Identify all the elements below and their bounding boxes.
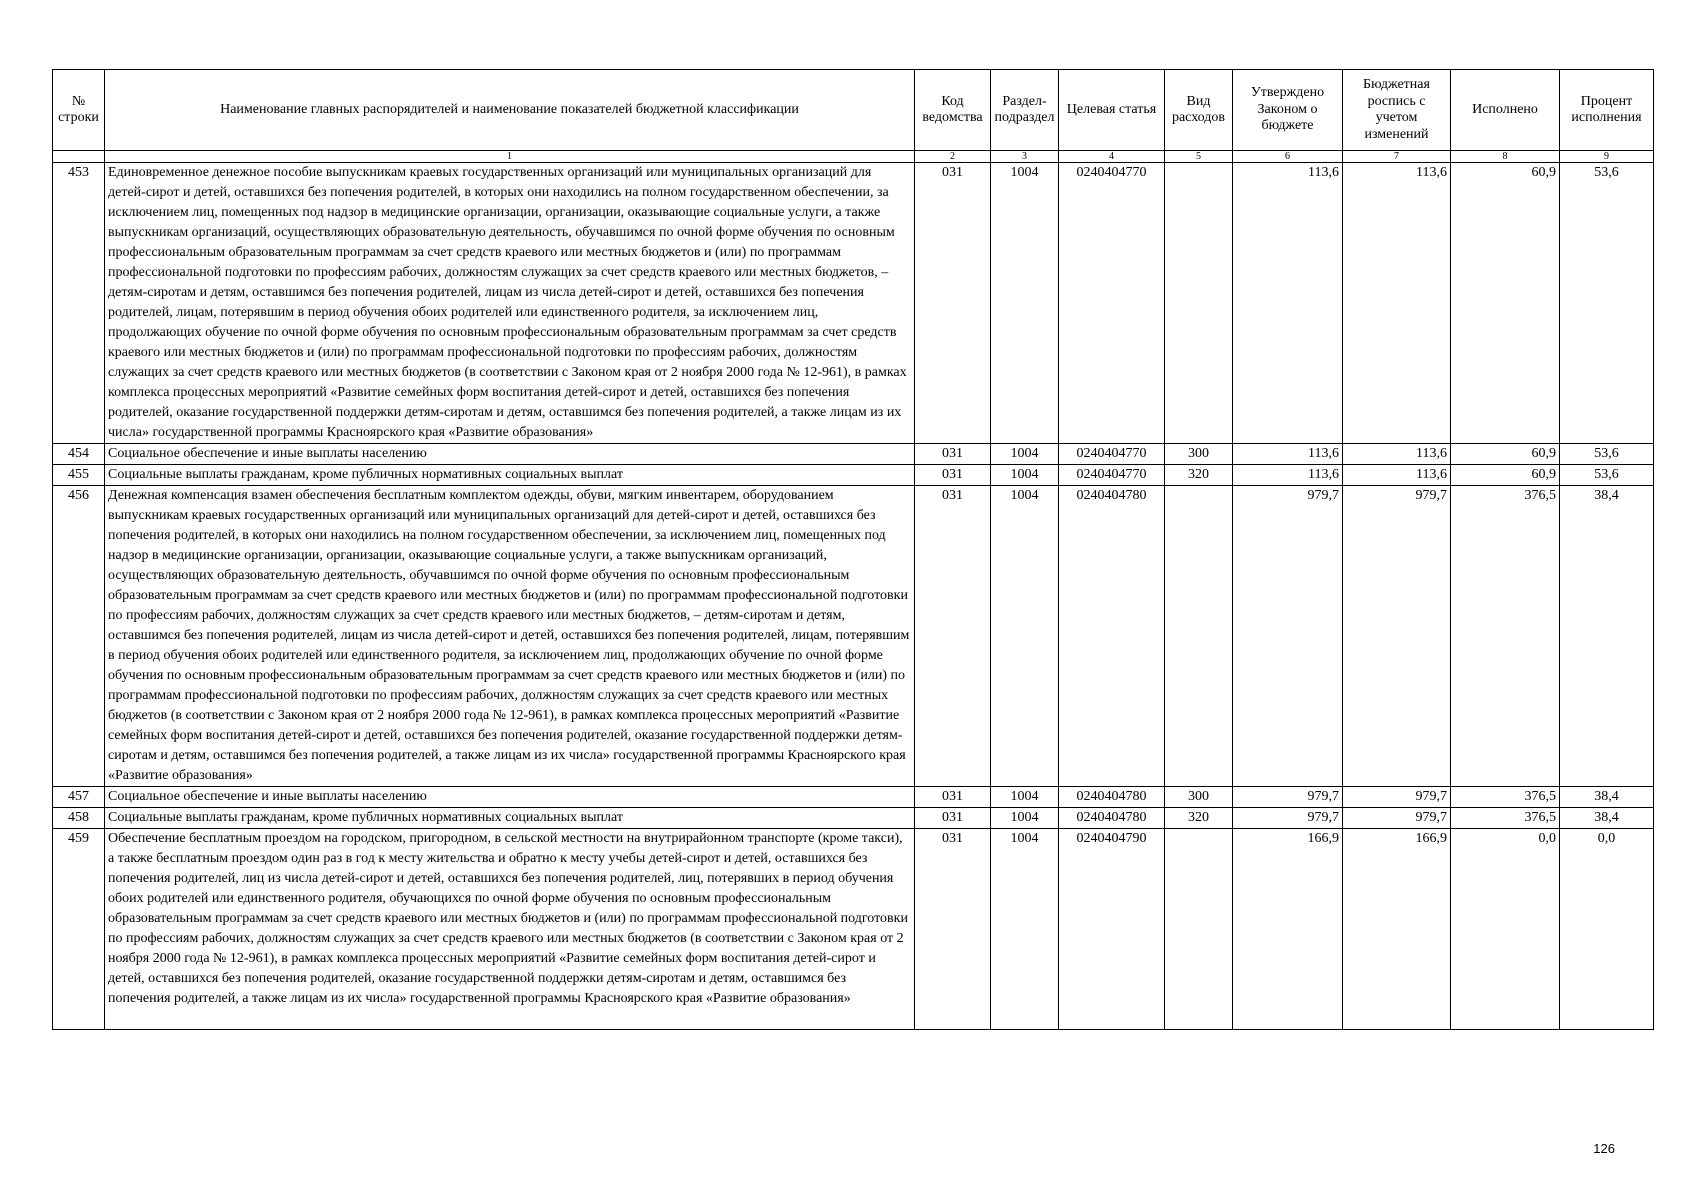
row-exp-type: 320 [1165, 465, 1233, 486]
row-target: 0240404770 [1059, 444, 1165, 465]
row-target: 0240404770 [1059, 465, 1165, 486]
row-approved: 979,7 [1233, 787, 1343, 808]
row-revised: 166,9 [1343, 829, 1451, 1030]
row-name: Единовременное денежное пособие выпускникам краевых государственных организаций или муниципальных организаций для детей-сирот и детей, оставшихся без попечения родителей, в которых они находились на полном государственном обеспечении, за исключением лиц, помещенных под надзор в медицинские организации, организации, оказывающие социальные услуги, а также выпускникам организаций, осуществляющих образовательную деятельность, обучавшимся по очной форме обучения по основным профессиональным образовательным программам за счет средств краевого или местных бюджетов и (или) по программам профессиональной подготовки по профессиям рабочих, должностям служащих за счет средств краевого или местных бюджетов, – детям-сиротам и детям, оставшимся без попечения родителей, лицам из числа детей-сирот и детей, оставшихся без попечения родителей, лицам, потерявшим в период обучения обоих родителей или единственного родителя, за исключением лиц, продолжающих обучение по очной форме обучения по основным профессиональным образовательным программам за счет средств краевого или местных бюджетов и (или) по программам профессиональной подготовки по профессиям рабочих, должностям служащих за счет средств краевого или местных бюджетов (в соответствии с Законом края от 2 ноября 2000 года № 12-961), в рамках комплекса процессных мероприятий «Развитие семейных форм воспитания детей-сирот и детей, оставшихся без попечения родителей, оказание государственной поддержки детям-сиротам и детям, оставшимся без попечения родителей, а также лицам из их числа» государственной программы Красноярского края «Развитие образования» [105, 163, 915, 444]
row-executed: 376,5 [1451, 787, 1560, 808]
row-dept-code: 031 [915, 444, 991, 465]
row-exp-type: 300 [1165, 787, 1233, 808]
column-number-row [53, 151, 1654, 163]
row-percent: 53,6 [1560, 444, 1654, 465]
header-exp-type: Вид расходов [1165, 70, 1233, 151]
row-name: Денежная компенсация взамен обеспечения бесплатным комплектом одежды, обуви, мягким инвентарем, оборудованием выпускникам краевых государственных организаций или муниципальных организаций для детей-сирот и детей, оставшихся без попечения родителей, в которых они находились на полном государственном обеспечении, за исключением лиц, помещенных под надзор в медицинские организации, организации, оказывающие социальные услуги, а также выпускникам организаций, осуществляющих образовательную деятельность, обучавшимся по очной форме обучения по основным профессиональным образовательным программам за счет средств краевого или местных бюджетов и (или) по программам профессиональной подготовки по профессиям рабочих, должностям служащих за счет средств краевого или местных бюджетов, – детям-сиротам и детям, оставшимся без попечения родителей, лицам из числа детей-сирот и детей, оставшихся без попечения родителей, лицам, потерявшим в период обучения обоих родителей или единственного родителя, за исключением лиц, продолжающих обучение по очной форме обучения по основным профессиональным образовательным программам за счет средств краевого или местных бюджетов и (или) по программам профессиональной подготовки по профессиям рабочих, должностям служащих за счет средств краевого или местных бюджетов (в соответствии с Законом края от 2 ноября 2000 года № 12-961), в рамках комплекса процессных мероприятий «Развитие семейных форм воспитания детей-сирот и детей, оставшихся без попечения родителей, оказание государственной поддержки детям-сиротам и детям, оставшимся без попечения родителей, а также лицам из их числа» государственной программы Красноярского края «Развитие образования» [105, 486, 915, 787]
row-percent: 38,4 [1560, 787, 1654, 808]
row-approved: 113,6 [1233, 163, 1343, 444]
row-approved: 166,9 [1233, 829, 1343, 1030]
row-revised: 979,7 [1343, 486, 1451, 787]
table-row [53, 163, 1654, 444]
row-approved: 113,6 [1233, 465, 1343, 486]
row-approved: 113,6 [1233, 444, 1343, 465]
table-row [53, 444, 1654, 465]
column-number: 6 [1233, 151, 1343, 163]
row-executed: 376,5 [1451, 808, 1560, 829]
row-revised: 113,6 [1343, 163, 1451, 444]
row-section: 1004 [991, 486, 1059, 787]
row-percent: 0,0 [1560, 829, 1654, 1030]
column-number: 8 [1451, 151, 1560, 163]
row-name: Социальное обеспечение и иные выплаты населению [105, 787, 915, 808]
row-number: 457 [53, 787, 105, 808]
row-approved: 979,7 [1233, 486, 1343, 787]
row-dept-code: 031 [915, 829, 991, 1030]
row-percent: 53,6 [1560, 163, 1654, 444]
row-executed: 60,9 [1451, 444, 1560, 465]
row-target: 0240404780 [1059, 486, 1165, 787]
row-approved: 979,7 [1233, 808, 1343, 829]
row-dept-code: 031 [915, 787, 991, 808]
column-number: 9 [1560, 151, 1654, 163]
table-row [53, 787, 1654, 808]
row-target: 0240404780 [1059, 787, 1165, 808]
budget-table [52, 69, 1654, 1030]
header-percent: Процент исполнения [1560, 70, 1654, 151]
table-row [53, 829, 1654, 1030]
row-target: 0240404790 [1059, 829, 1165, 1030]
row-exp-type [1165, 486, 1233, 787]
header-row [53, 70, 1654, 151]
column-number-blank [53, 151, 105, 163]
row-section: 1004 [991, 444, 1059, 465]
row-section: 1004 [991, 787, 1059, 808]
table-row [53, 486, 1654, 787]
row-revised: 113,6 [1343, 465, 1451, 486]
row-percent: 38,4 [1560, 486, 1654, 787]
column-number: 1 [105, 151, 915, 163]
row-name: Социальное обеспечение и иные выплаты населению [105, 444, 915, 465]
header-name: Наименование главных распорядителей и наименование показателей бюджетной классификации [105, 70, 915, 151]
row-number: 456 [53, 486, 105, 787]
column-number: 5 [1165, 151, 1233, 163]
row-exp-type [1165, 829, 1233, 1030]
row-revised: 113,6 [1343, 444, 1451, 465]
row-target: 0240404780 [1059, 808, 1165, 829]
header-executed: Исполнено [1451, 70, 1560, 151]
header-approved: Утверждено Законом о бюджете [1233, 70, 1343, 151]
row-executed: 60,9 [1451, 465, 1560, 486]
row-revised: 979,7 [1343, 787, 1451, 808]
header-section: Раздел-подраздел [991, 70, 1059, 151]
table-row [53, 465, 1654, 486]
row-name: Социальные выплаты гражданам, кроме публичных нормативных социальных выплат [105, 808, 915, 829]
row-exp-type: 320 [1165, 808, 1233, 829]
row-number: 458 [53, 808, 105, 829]
row-percent: 53,6 [1560, 465, 1654, 486]
row-name: Социальные выплаты гражданам, кроме публичных нормативных социальных выплат [105, 465, 915, 486]
row-section: 1004 [991, 163, 1059, 444]
row-section: 1004 [991, 808, 1059, 829]
row-number: 453 [53, 163, 105, 444]
row-executed: 60,9 [1451, 163, 1560, 444]
column-number: 2 [915, 151, 991, 163]
row-executed: 0,0 [1451, 829, 1560, 1030]
column-number: 4 [1059, 151, 1165, 163]
header-row-no: № строки [53, 70, 105, 151]
row-executed: 376,5 [1451, 486, 1560, 787]
header-revised: Бюджетная роспись с учетом изменений [1343, 70, 1451, 151]
row-target: 0240404770 [1059, 163, 1165, 444]
row-section: 1004 [991, 829, 1059, 1030]
row-number: 455 [53, 465, 105, 486]
column-number: 7 [1343, 151, 1451, 163]
page-number: 126 [1593, 1141, 1615, 1156]
row-exp-type: 300 [1165, 444, 1233, 465]
row-exp-type [1165, 163, 1233, 444]
row-number: 459 [53, 829, 105, 1030]
row-number: 454 [53, 444, 105, 465]
row-dept-code: 031 [915, 486, 991, 787]
budget-report-page [52, 69, 1653, 1030]
row-name: Обеспечение бесплатным проездом на городском, пригородном, в сельской местности на внутрирайонном транспорте (кроме такси), а также бесплатным проездом один раз в год к месту жительства и обратно к месту учебы детей-сирот и детей, оставшихся без попечения родителей, лиц из числа детей-сирот и детей, оставшихся без попечения родителей, лиц, потерявших в период обучения обоих родителей или единственного родителя, обучающихся по очной форме обучения по основным профессиональным образовательным программам за счет средств краевого или местных бюджетов и (или) по программам профессиональной подготовки по профессиям рабочих, должностям служащих за счет средств краевого или местных бюджетов (в соответствии с Законом края от 2 ноября 2000 года № 12-961), в рамках комплекса процессных мероприятий «Развитие семейных форм воспитания детей-сирот и детей, оставшихся без попечения родителей, оказание государственной поддержки детям-сиротам и детям, оставшимся без попечения родителей, а также лицам из их числа» государственной программы Красноярского края «Развитие образования» [105, 829, 915, 1030]
row-percent: 38,4 [1560, 808, 1654, 829]
row-dept-code: 031 [915, 163, 991, 444]
row-revised: 979,7 [1343, 808, 1451, 829]
table-row [53, 808, 1654, 829]
row-section: 1004 [991, 465, 1059, 486]
header-dept-code: Код ведомства [915, 70, 991, 151]
header-target: Целевая статья [1059, 70, 1165, 151]
column-number: 3 [991, 151, 1059, 163]
row-dept-code: 031 [915, 465, 991, 486]
row-dept-code: 031 [915, 808, 991, 829]
